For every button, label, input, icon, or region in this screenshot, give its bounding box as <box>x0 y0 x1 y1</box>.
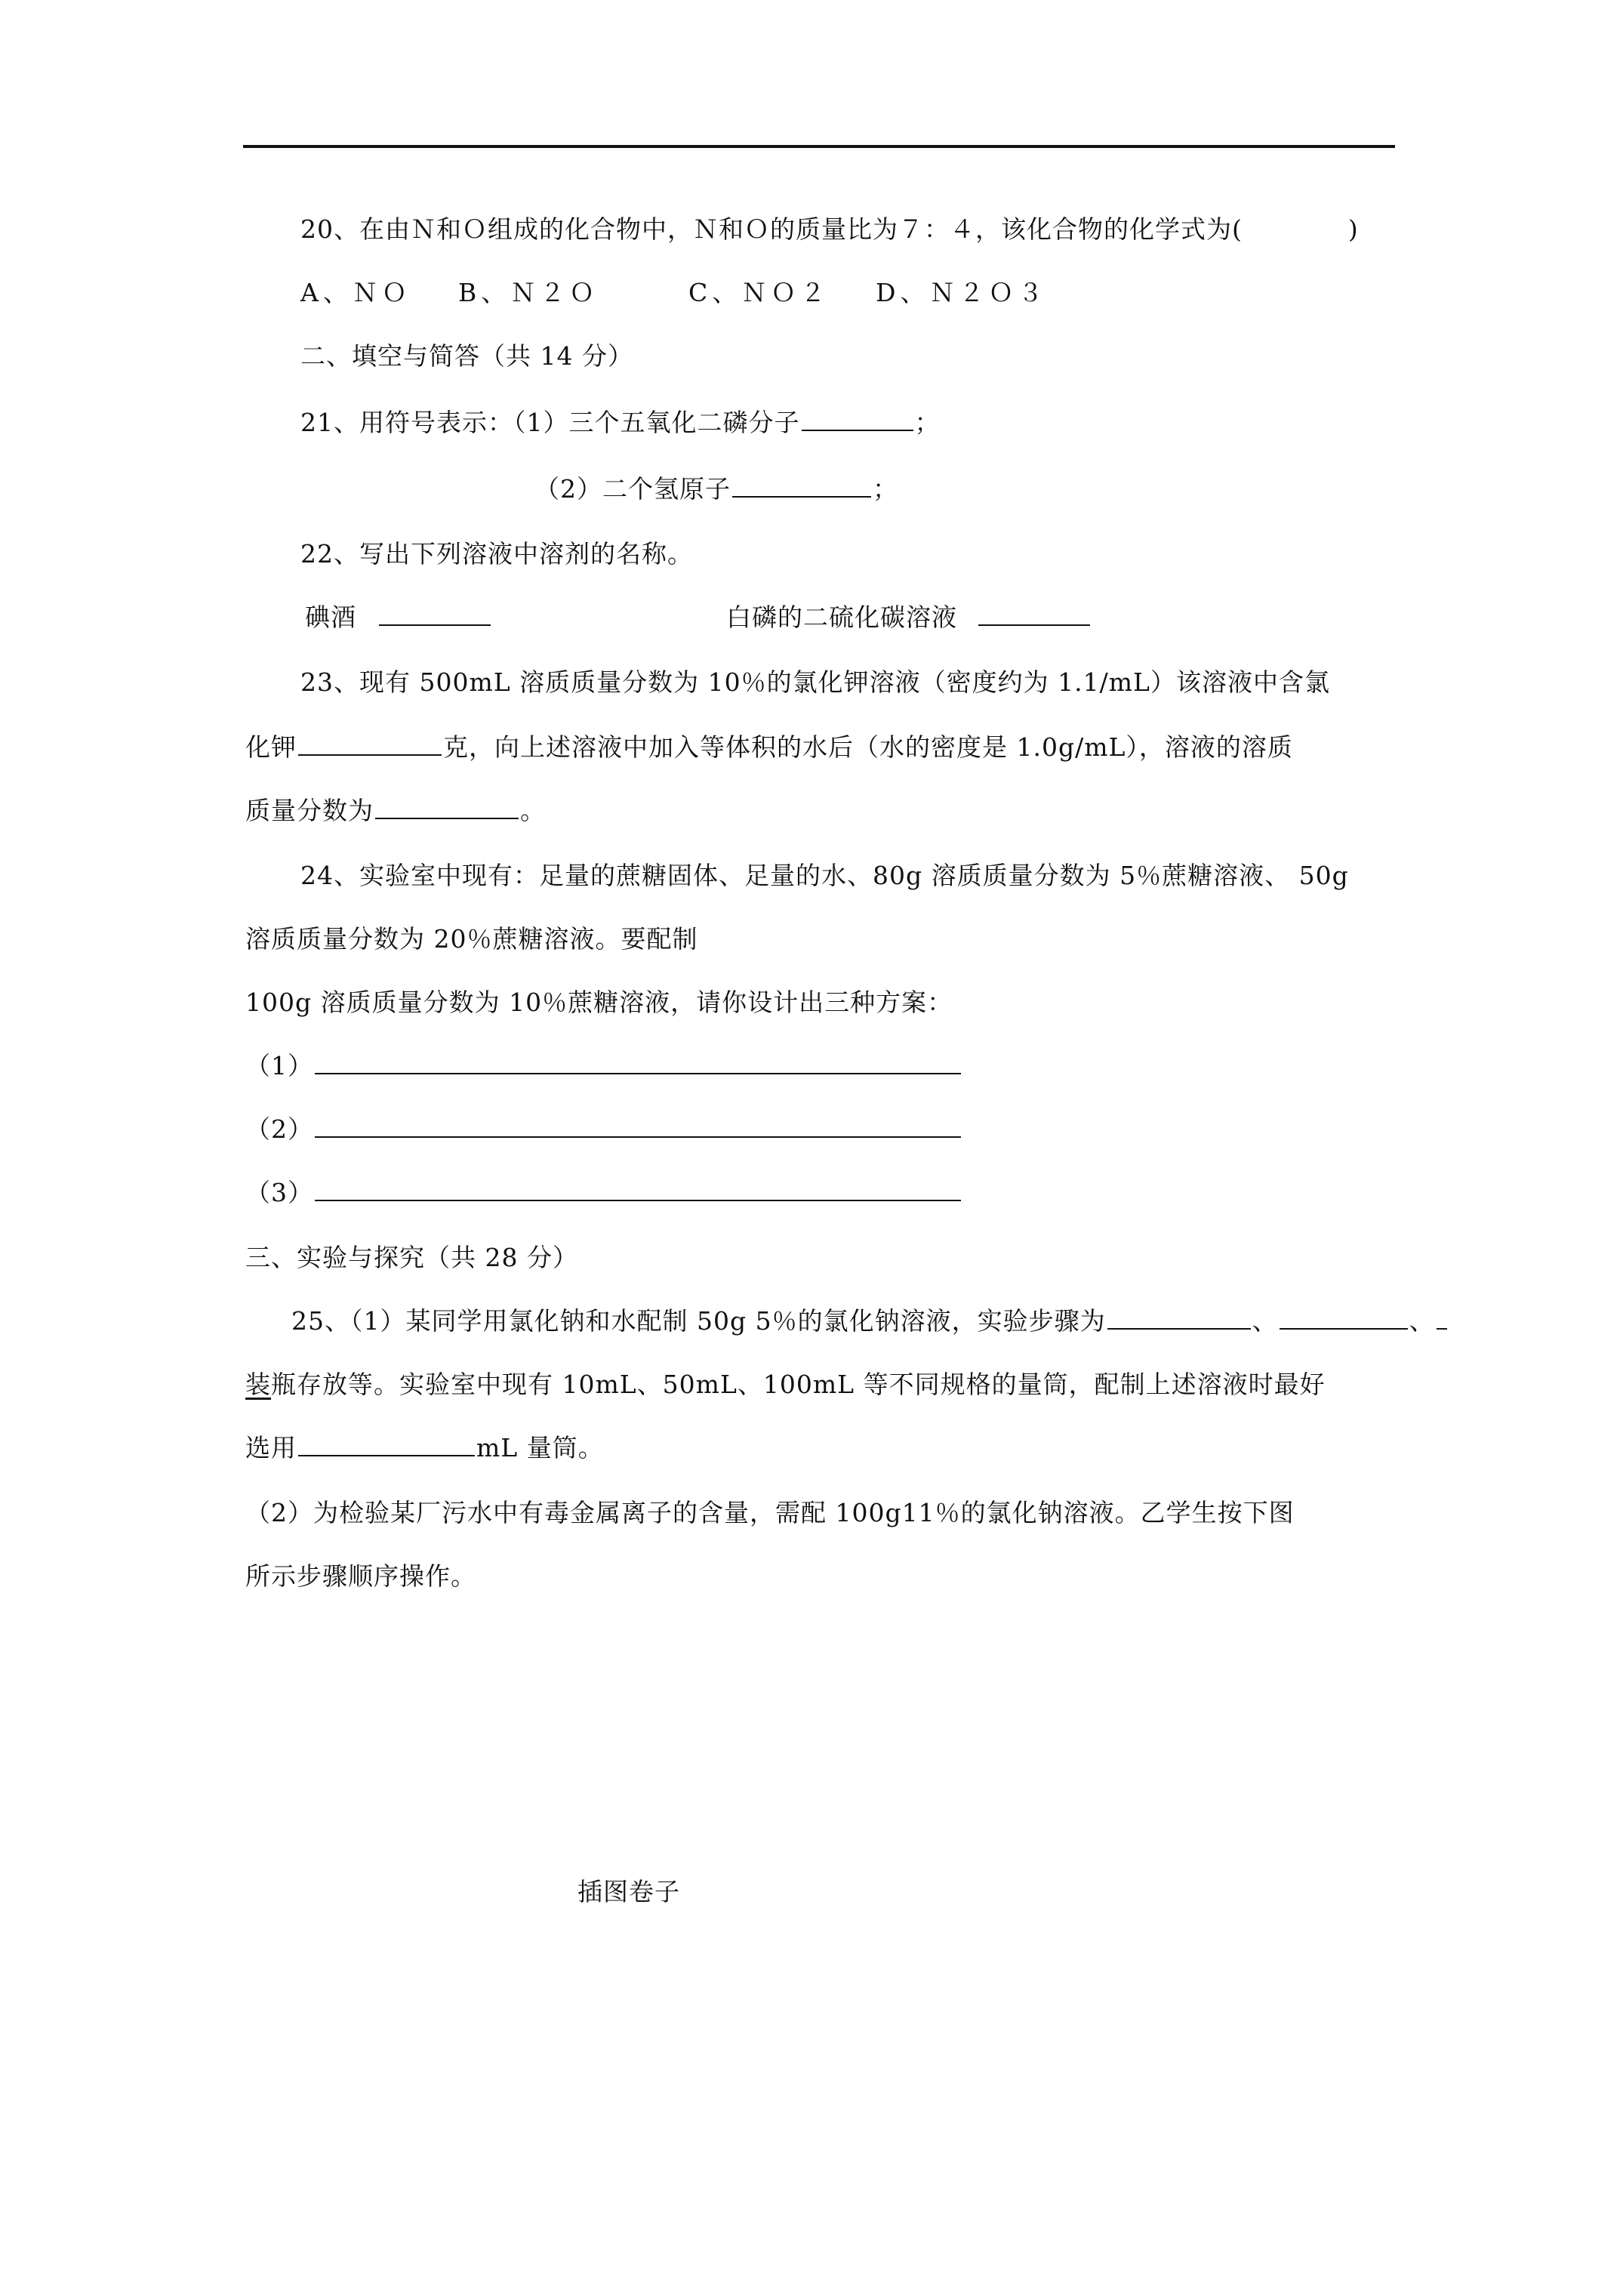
q25-line3 <box>245 1432 604 1465</box>
q25-cylinder-blank[interactable] <box>298 1432 475 1456</box>
q24-plan-1 <box>245 1049 962 1083</box>
q22-label-b: 白磷的二硫化碳溶液 <box>726 603 957 632</box>
q24-plan-3-label: （3） <box>245 1178 313 1207</box>
q23-line2 <box>245 731 1293 764</box>
q21-answer-2-blank[interactable] <box>732 473 871 498</box>
q21-line1 <box>300 406 941 439</box>
q25-line2-first: 装 <box>245 1370 271 1399</box>
q25-line2-rest: 瓶存放等。实验室中现有 10mL、50mL、100mL 等不同规格的量筒，配制上述溶液时最好 <box>271 1370 1326 1399</box>
q22-stem: 22、写出下列溶液中溶剂的名称。 <box>300 539 693 569</box>
q20-option-b: B、Ｎ２Ｏ <box>458 278 599 307</box>
q25-sep1: 、 <box>1252 1306 1278 1336</box>
q25-line2 <box>245 1368 1326 1401</box>
q24-line3: 100g 溶质质量分数为 10％蔗糖溶液，请你设计出三种方案： <box>245 988 953 1017</box>
q22-answer-b-blank[interactable] <box>978 602 1090 626</box>
q25-line3-b: mL 量筒。 <box>476 1433 604 1462</box>
q23-line3-a: 质量分数为 <box>245 796 374 825</box>
q25-sep2: 、 <box>1409 1306 1435 1336</box>
q21-end1: ； <box>914 408 941 437</box>
q24-plan-3-blank[interactable] <box>315 1177 961 1201</box>
q24-plan-1-blank[interactable] <box>315 1050 961 1074</box>
q25-line1 <box>291 1305 1449 1338</box>
q20-option-a: A、ＮＯ <box>300 278 411 307</box>
q25-step-3-blank[interactable] <box>1437 1305 1447 1330</box>
q21-line2 <box>534 473 898 506</box>
q22-item-a <box>305 601 492 634</box>
q21-part2: （2）二个氢原子 <box>534 474 731 504</box>
q22-answer-a-blank[interactable] <box>379 602 491 626</box>
q23-line2-b: 克，向上述溶液中加入等体积的水后（水的密度是 1.0g/mL），溶液的溶质 <box>443 732 1293 762</box>
header-rule <box>243 145 1395 148</box>
q23-answer-1-blank[interactable] <box>298 732 442 756</box>
q24-plan-3 <box>245 1176 962 1210</box>
q20-stem-end: ) <box>1347 214 1359 244</box>
q20-option-d: D、Ｎ２Ｏ３ <box>876 278 1048 307</box>
q25-step-1-blank[interactable] <box>1107 1305 1251 1330</box>
q23-line3-b: 。 <box>520 796 546 825</box>
q22-label-a: 碘酒 <box>305 603 356 632</box>
q21-end2: ； <box>873 474 898 504</box>
section2-title: 二、填空与简答（共 14 分） <box>300 341 633 371</box>
section3-title: 三、实验与探究（共 28 分） <box>245 1243 578 1272</box>
q24-plan-2 <box>245 1113 962 1146</box>
q25-step-2-blank[interactable] <box>1280 1305 1408 1330</box>
q25-line4: （2）为检验某厂污水中有毒金属离子的含量，需配 100g11％的氯化钠溶液。乙学生按下图 <box>245 1498 1295 1527</box>
q20-option-c: C、ＮＯ２ <box>688 278 830 307</box>
q24-line2: 溶质质量分数为 20％蔗糖溶液。要配制 <box>245 924 698 954</box>
q23-line2-a: 化钾 <box>245 732 297 762</box>
q24-plan-2-label: （2） <box>245 1114 313 1144</box>
q21-answer-1-blank[interactable] <box>802 407 913 431</box>
q24-plan-1-label: （1） <box>245 1051 313 1080</box>
q20-stem <box>300 213 1359 246</box>
figure-caption: 插图卷子 <box>577 1877 680 1906</box>
q25-line5: 所示步骤顺序操作。 <box>245 1561 476 1591</box>
q21-stem: 21、用符号表示：（1）三个五氧化二磷分子 <box>300 408 800 437</box>
q23-line1: 23、现有 500mL 溶质质量分数为 10％的氯化钾溶液（密度约为 1.1/mL）该溶液中含氯 <box>300 667 1330 697</box>
q22-item-b <box>726 601 1092 634</box>
q23-line3 <box>245 794 546 827</box>
q24-line1: 24、实验室中现有：足量的蔗糖固体、足量的水、80g 溶质质量分数为 5％蔗糖溶液、 50g <box>300 861 1349 890</box>
q23-answer-2-blank[interactable] <box>375 795 519 819</box>
q25-line3-a: 选用 <box>245 1433 297 1462</box>
q25-line1-a: 25、（1）某同学用氯化钠和水配制 50g 5％的氯化钠溶液，实验步骤为 <box>291 1306 1106 1336</box>
q24-plan-2-blank[interactable] <box>315 1114 961 1138</box>
q20-stem-text: 20、在由Ｎ和Ｏ组成的化合物中，Ｎ和Ｏ的质量比为７：４，该化合物的化学式为( <box>300 214 1243 244</box>
